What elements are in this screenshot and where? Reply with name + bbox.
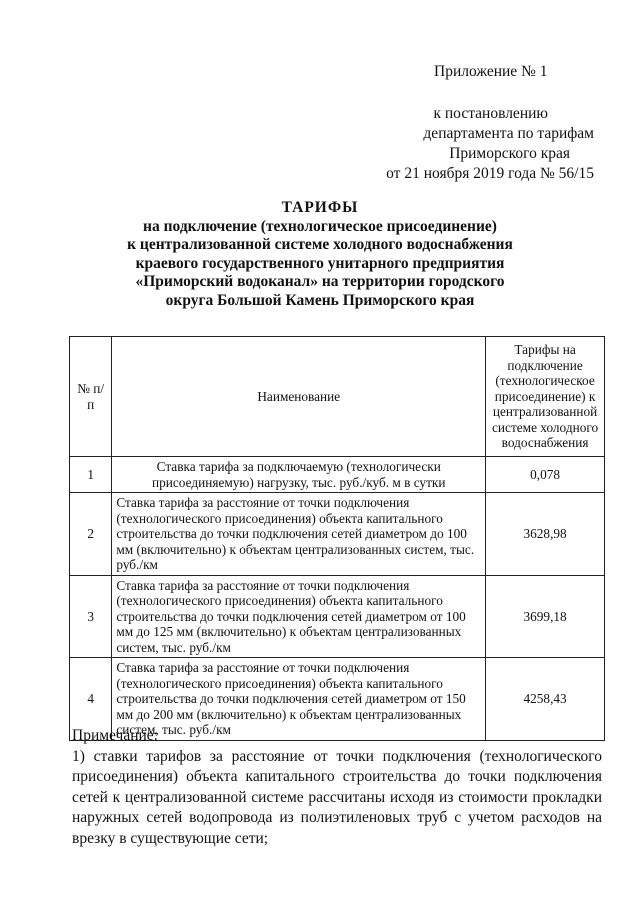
row-name: Ставка тарифа за расстояние от точки подключения (технологического присоединения) объекта капитального строительства до точки подключения сетей диаметром от 150 мм до 200 мм (включительно) к объектам централизованных систем, тыс. руб./км: [112, 658, 486, 741]
notes-block: [72, 726, 602, 849]
appendix-block: [386, 62, 594, 184]
appendix-line: департамента по тарифам: [423, 125, 594, 142]
title-line: краевого государственного унитарного предприятия: [135, 254, 505, 272]
header-name: Наименование: [112, 337, 486, 457]
appendix-line: от 21 ноября 2019 года № 56/15: [386, 165, 594, 182]
row-num: 2: [70, 493, 112, 576]
row-name: Ставка тарифа за расстояние от точки подключения (технологического присоединения) объекта капитального строительства до точки подключения сетей диаметром до 100 мм (включительно) к объектам централизованных систем, тыс. руб./км: [112, 493, 486, 576]
appendix-number: Приложение № 1: [434, 63, 548, 80]
table-header-row: [70, 337, 605, 457]
appendix-line: к постановлению: [433, 105, 548, 122]
header-value: Тарифы на подключение (технологическое присоединение) к централизованной системе холодного водоснабжения: [486, 337, 605, 457]
tariff-table: [69, 336, 605, 741]
row-name: Ставка тарифа за подключаемую (технологически присоединяемую) нагрузку, тыс. руб./куб. м в сутки: [112, 457, 486, 493]
row-value: 4258,43: [486, 658, 605, 741]
appendix-line: Приморского края: [449, 145, 570, 162]
row-name: Ставка тарифа за расстояние от точки подключения (технологического присоединения) объекта капитального строительства до точки подключения сетей диаметром от 100 мм до 125 мм (включительно) к объектам централизованных систем, тыс. руб./км: [112, 575, 486, 658]
title-heading: ТАРИФЫ: [281, 199, 359, 216]
row-num: 4: [70, 658, 112, 741]
title-line: на подключение (технологическое присоединение): [143, 217, 497, 235]
title-line: округа Большой Камень Приморского края: [165, 291, 475, 309]
table-row: [70, 493, 605, 576]
notes-text: 1) ставки тарифов за расстояние от точки подключения (технологического присоединения) объекта капитального строительства до точки подключения сетей к централизованной системе рассчитаны исходя из стоимости прокладки наружных сетей водопровода из полиэтиленовых труб с учетом расходов на врезку в существующие сети;: [72, 747, 602, 847]
row-value: 3628,98: [486, 493, 605, 576]
table-row: [70, 575, 605, 658]
table-row: [70, 457, 605, 493]
header-num: № п/п: [70, 337, 112, 457]
row-num: 1: [70, 457, 112, 493]
row-value: 3699,18: [486, 575, 605, 658]
document-title: [100, 199, 540, 310]
title-line: к централизованной системе холодного водоснабжения: [127, 236, 513, 253]
notes-title: Примечание:: [72, 727, 158, 744]
row-value: 0,078: [486, 457, 605, 493]
row-num: 3: [70, 575, 112, 658]
title-line: «Приморский водоканал» на территории городского: [135, 273, 505, 290]
